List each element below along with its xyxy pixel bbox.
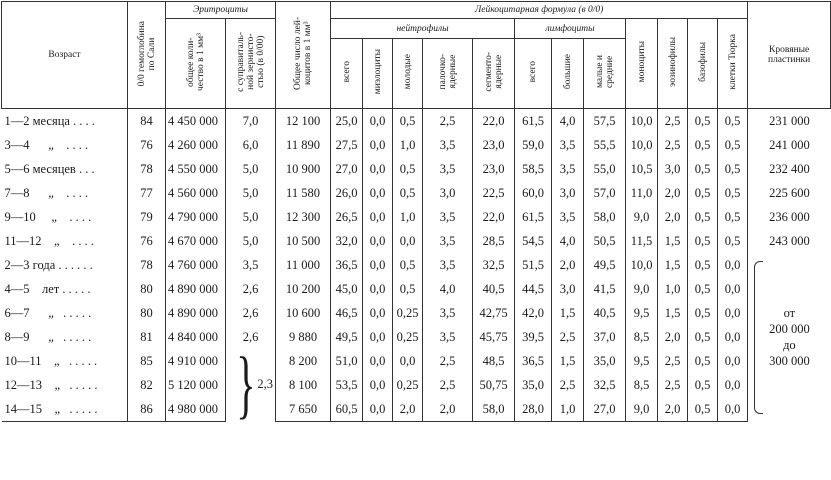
cell-lg: 3,5 bbox=[552, 133, 584, 157]
cell-lg: 4,0 bbox=[552, 109, 584, 134]
cell-my: 0,0 bbox=[363, 277, 393, 301]
cell-eo: 2,5 bbox=[658, 133, 688, 157]
hematology-table bbox=[1, 1, 831, 422]
cell-yo: 2,0 bbox=[393, 397, 423, 422]
cell-my: 0,0 bbox=[363, 181, 393, 205]
cell-platelets: 243 000 bbox=[769, 233, 810, 248]
cell-nt: 51,0 bbox=[331, 349, 363, 373]
cell-age: 8—9 „ . . . . . bbox=[2, 325, 128, 349]
header-turk-cells: клетки Тюрка bbox=[718, 19, 748, 109]
cell-my: 0,0 bbox=[363, 205, 393, 229]
header-n-band: палочко- ядерные bbox=[423, 39, 473, 109]
cell-gran: 3,5 bbox=[226, 253, 276, 277]
cell-bs: 0,5 bbox=[688, 397, 718, 422]
cell-ba: 3,5 bbox=[423, 325, 473, 349]
grouped-granular-value: 2,3 bbox=[257, 377, 274, 392]
cell-mo: 11,5 bbox=[626, 229, 658, 253]
header-lymphocytes: лимфоциты bbox=[515, 19, 626, 39]
cell-age: 10—11 „ . . . . . bbox=[2, 349, 128, 373]
cell-ery: 4 760 000 bbox=[166, 253, 226, 277]
header-hemoglobin: 0/0 гемоглобина по Сали bbox=[128, 2, 166, 109]
header-n-young: молодые bbox=[393, 39, 423, 109]
cell-yo: 0,5 bbox=[393, 253, 423, 277]
cell-se: 50,75 bbox=[473, 373, 515, 397]
cell-nt: 36,5 bbox=[331, 253, 363, 277]
header-l-small: малые и средние bbox=[584, 39, 626, 109]
cell-eo: 2,5 bbox=[658, 109, 688, 134]
header-l-total: всего bbox=[515, 39, 552, 109]
cell-nt: 53,5 bbox=[331, 373, 363, 397]
cell-my: 0,0 bbox=[363, 229, 393, 253]
cell-leuko: 7 650 bbox=[276, 397, 331, 422]
cell-bs: 0,5 bbox=[688, 205, 718, 229]
cell-tu: 0,0 bbox=[718, 277, 748, 301]
cell-lt: 42,0 bbox=[515, 301, 552, 325]
cell-ery: 4 910 000 bbox=[166, 349, 226, 373]
cell-ls: 27,0 bbox=[584, 397, 626, 422]
cell-leuko: 11 890 bbox=[276, 133, 331, 157]
cell-se: 42,75 bbox=[473, 301, 515, 325]
platelets-range-low: 200 000 bbox=[769, 322, 810, 337]
cell-ery: 4 450 000 bbox=[166, 109, 226, 134]
cell-ery: 4 980 000 bbox=[166, 397, 226, 422]
cell-bs: 0,5 bbox=[688, 373, 718, 397]
cell-age: 1—2 месяца . . . . bbox=[2, 109, 128, 134]
cell-lt: 35,0 bbox=[515, 373, 552, 397]
cell-nt: 25,0 bbox=[331, 109, 363, 134]
cell-ery: 4 890 000 bbox=[166, 301, 226, 325]
cell-my: 0,0 bbox=[363, 133, 393, 157]
cell-leuko: 12 300 bbox=[276, 205, 331, 229]
table-row bbox=[2, 133, 831, 157]
cell-lt: 61,5 bbox=[515, 109, 552, 134]
cell-tu: 0,0 bbox=[718, 397, 748, 422]
cell-age: 14—15 „ . . . . . bbox=[2, 397, 128, 422]
cell-se: 23,0 bbox=[473, 133, 515, 157]
cell-lg: 3,0 bbox=[552, 181, 584, 205]
cell-ba: 3,5 bbox=[423, 229, 473, 253]
cell-my: 0,0 bbox=[363, 325, 393, 349]
cell-lg: 1,5 bbox=[552, 301, 584, 325]
cell-yo: 0,25 bbox=[393, 373, 423, 397]
cell-yo: 0,0 bbox=[393, 349, 423, 373]
cell-lg: 2,5 bbox=[552, 325, 584, 349]
cell-yo: 1,0 bbox=[393, 205, 423, 229]
cell-leuko: 8 100 bbox=[276, 373, 331, 397]
header-eosinophils: эозинофилы bbox=[658, 19, 688, 109]
cell-age: 6—7 „ . . . . . bbox=[2, 301, 128, 325]
table-row bbox=[2, 253, 831, 277]
cell-ls: 50,5 bbox=[584, 229, 626, 253]
cell-se: 45,75 bbox=[473, 325, 515, 349]
cell-age: 3—4 „ . . . . bbox=[2, 133, 128, 157]
header-monocytes: моноциты bbox=[626, 19, 658, 109]
cell-gran: 2,6 bbox=[226, 277, 276, 301]
header-ery-total: общее коли- чество в 1 мм³ bbox=[166, 19, 226, 109]
header-leukocytes-total: Общее число лей- коцитов в 1 мм³ bbox=[276, 2, 331, 109]
cell-mo: 9,0 bbox=[626, 397, 658, 422]
cell-hb: 81 bbox=[128, 325, 166, 349]
cell-ba: 2,0 bbox=[423, 397, 473, 422]
cell-mo: 10,0 bbox=[626, 253, 658, 277]
cell-ba: 4,0 bbox=[423, 277, 473, 301]
cell-lt: 39,5 bbox=[515, 325, 552, 349]
cell-hb: 78 bbox=[128, 157, 166, 181]
cell-se: 22,0 bbox=[473, 109, 515, 134]
cell-platelets: 236 000 bbox=[769, 209, 810, 224]
cell-nt: 32,0 bbox=[331, 229, 363, 253]
cell-ba: 2,5 bbox=[423, 373, 473, 397]
header-basophils: базофилы bbox=[688, 19, 718, 109]
cell-lt: 28,0 bbox=[515, 397, 552, 422]
cell-tu: 0,0 bbox=[718, 301, 748, 325]
cell-eo: 2,0 bbox=[658, 181, 688, 205]
cell-bs: 0,5 bbox=[688, 325, 718, 349]
header-n-total: всего bbox=[331, 39, 363, 109]
cell-platelets: 232 400 bbox=[769, 161, 810, 176]
cell-eo: 2,5 bbox=[658, 349, 688, 373]
header-platelets: Кровяные пластинки bbox=[748, 2, 831, 109]
cell-yo: 1,0 bbox=[393, 133, 423, 157]
cell-se: 22,5 bbox=[473, 181, 515, 205]
cell-nt: 60,5 bbox=[331, 397, 363, 422]
cell-leuko: 11 580 bbox=[276, 181, 331, 205]
cell-tu: 0,0 bbox=[718, 349, 748, 373]
cell-se: 28,5 bbox=[473, 229, 515, 253]
header-n-myelocytes: миэлоциты bbox=[363, 39, 393, 109]
platelets-range-high: 300 000 bbox=[769, 354, 810, 369]
cell-ery: 4 840 000 bbox=[166, 325, 226, 349]
cell-mo: 10,5 bbox=[626, 157, 658, 181]
cell-nt: 46,5 bbox=[331, 301, 363, 325]
cell-ba: 2,5 bbox=[423, 109, 473, 134]
cell-gran: 5,0 bbox=[226, 157, 276, 181]
cell-tu: 0,5 bbox=[718, 133, 748, 157]
cell-gran: 2,6 bbox=[226, 325, 276, 349]
cell-ls: 35,0 bbox=[584, 349, 626, 373]
cell-leuko: 9 880 bbox=[276, 325, 331, 349]
cell-gran: 5,0 bbox=[226, 181, 276, 205]
cell-lg: 1,5 bbox=[552, 349, 584, 373]
brace-icon: } bbox=[236, 349, 256, 422]
cell-my: 0,0 bbox=[363, 109, 393, 134]
cell-eo: 2,0 bbox=[658, 325, 688, 349]
cell-tu: 0,0 bbox=[718, 325, 748, 349]
cell-platelets-range bbox=[748, 253, 831, 422]
cell-mo: 10,0 bbox=[626, 109, 658, 134]
cell-nt: 45,0 bbox=[331, 277, 363, 301]
cell-ery: 4 550 000 bbox=[166, 157, 226, 181]
cell-gran: 2,6 bbox=[226, 301, 276, 325]
cell-ls: 49,5 bbox=[584, 253, 626, 277]
cell-hb: 76 bbox=[128, 133, 166, 157]
cell-mo: 9,5 bbox=[626, 301, 658, 325]
table-row bbox=[2, 109, 831, 134]
cell-ery: 5 120 000 bbox=[166, 373, 226, 397]
cell-lt: 54,5 bbox=[515, 229, 552, 253]
cell-ba: 3,5 bbox=[423, 133, 473, 157]
cell-tu: 0,5 bbox=[718, 229, 748, 253]
cell-eo: 3,0 bbox=[658, 157, 688, 181]
cell-hb: 79 bbox=[128, 205, 166, 229]
cell-hb: 86 bbox=[128, 397, 166, 422]
cell-lt: 60,0 bbox=[515, 181, 552, 205]
cell-yo: 0,5 bbox=[393, 277, 423, 301]
cell-platelets: 225 600 bbox=[769, 185, 810, 200]
cell-mo: 9,0 bbox=[626, 205, 658, 229]
cell-mo: 9,5 bbox=[626, 349, 658, 373]
cell-gran: 6,0 bbox=[226, 133, 276, 157]
cell-lg: 3,5 bbox=[552, 157, 584, 181]
cell-platelets: 241 000 bbox=[769, 137, 810, 152]
cell-age: 5—6 месяцев . . . bbox=[2, 157, 128, 181]
cell-hb: 84 bbox=[128, 109, 166, 134]
cell-ba: 3,0 bbox=[423, 181, 473, 205]
cell-lt: 61,5 bbox=[515, 205, 552, 229]
cell-bs: 0,5 bbox=[688, 301, 718, 325]
cell-hb: 76 bbox=[128, 229, 166, 253]
cell-my: 0,0 bbox=[363, 301, 393, 325]
cell-yo: 0,5 bbox=[393, 157, 423, 181]
cell-se: 48,5 bbox=[473, 349, 515, 373]
table-row bbox=[2, 397, 831, 422]
cell-platelets: 231 000 bbox=[769, 113, 810, 128]
cell-hb: 80 bbox=[128, 277, 166, 301]
header-n-segmented: сегменто- ядерные bbox=[473, 39, 515, 109]
cell-bs: 0,5 bbox=[688, 253, 718, 277]
cell-lt: 51,5 bbox=[515, 253, 552, 277]
cell-ery: 4 790 000 bbox=[166, 205, 226, 229]
cell-se: 40,5 bbox=[473, 277, 515, 301]
cell-gran: 5,0 bbox=[226, 229, 276, 253]
cell-yo: 0,5 bbox=[393, 109, 423, 134]
cell-se: 23,0 bbox=[473, 157, 515, 181]
cell-ba: 3,5 bbox=[423, 205, 473, 229]
cell-leuko: 12 100 bbox=[276, 109, 331, 134]
cell-lg: 3,5 bbox=[552, 205, 584, 229]
platelets-range-from: от bbox=[783, 306, 796, 321]
cell-leuko: 11 000 bbox=[276, 253, 331, 277]
table-body bbox=[2, 109, 831, 422]
cell-ls: 37,0 bbox=[584, 325, 626, 349]
cell-ery: 4 560 000 bbox=[166, 181, 226, 205]
cell-age: 12—13 „ . . . . . bbox=[2, 373, 128, 397]
table-row bbox=[2, 205, 831, 229]
cell-lg: 2,0 bbox=[552, 253, 584, 277]
cell-leuko: 10 600 bbox=[276, 301, 331, 325]
cell-mo: 11,0 bbox=[626, 181, 658, 205]
cell-tu: 0,0 bbox=[718, 253, 748, 277]
cell-ls: 57,5 bbox=[584, 109, 626, 134]
cell-my: 0,0 bbox=[363, 253, 393, 277]
cell-hb: 78 bbox=[128, 253, 166, 277]
brace-icon bbox=[754, 261, 763, 414]
cell-eo: 1,5 bbox=[658, 229, 688, 253]
header-neutrophils: нейтрофилы bbox=[331, 19, 515, 39]
cell-hb: 80 bbox=[128, 301, 166, 325]
cell-my: 0,0 bbox=[363, 157, 393, 181]
table-row bbox=[2, 181, 831, 205]
cell-leuko: 10 200 bbox=[276, 277, 331, 301]
header-l-large: большие bbox=[552, 39, 584, 109]
cell-tu: 0,5 bbox=[718, 109, 748, 134]
cell-ls: 55,0 bbox=[584, 157, 626, 181]
cell-my: 0,0 bbox=[363, 349, 393, 373]
cell-ery: 4 260 000 bbox=[166, 133, 226, 157]
cell-yo: 0,5 bbox=[393, 181, 423, 205]
cell-mo: 8,5 bbox=[626, 373, 658, 397]
cell-bs: 0,5 bbox=[688, 349, 718, 373]
cell-ba: 3,5 bbox=[423, 253, 473, 277]
cell-lt: 59,0 bbox=[515, 133, 552, 157]
cell-age: 2—3 года . . . . . . bbox=[2, 253, 128, 277]
cell-gran: 7,0 bbox=[226, 109, 276, 134]
cell-mo: 9,0 bbox=[626, 277, 658, 301]
cell-se: 32,5 bbox=[473, 253, 515, 277]
cell-leuko: 10 500 bbox=[276, 229, 331, 253]
cell-ba: 2,5 bbox=[423, 349, 473, 373]
cell-yo: 0,25 bbox=[393, 325, 423, 349]
cell-yo: 0,25 bbox=[393, 301, 423, 325]
cell-age: 7—8 „ . . . . bbox=[2, 181, 128, 205]
cell-lt: 58,5 bbox=[515, 157, 552, 181]
cell-lg: 3,0 bbox=[552, 277, 584, 301]
cell-bs: 0,5 bbox=[688, 181, 718, 205]
table-row bbox=[2, 325, 831, 349]
table-row bbox=[2, 301, 831, 325]
table-row bbox=[2, 349, 831, 373]
cell-hb: 85 bbox=[128, 349, 166, 373]
cell-tu: 0,0 bbox=[718, 373, 748, 397]
cell-ls: 57,0 bbox=[584, 181, 626, 205]
cell-eo: 2,0 bbox=[658, 205, 688, 229]
table-row bbox=[2, 373, 831, 397]
cell-lt: 36,5 bbox=[515, 349, 552, 373]
cell-ls: 58,0 bbox=[584, 205, 626, 229]
cell-yo: 0,0 bbox=[393, 229, 423, 253]
cell-ery: 4 890 000 bbox=[166, 277, 226, 301]
cell-eo: 1,0 bbox=[658, 277, 688, 301]
cell-nt: 26,0 bbox=[331, 181, 363, 205]
platelets-range-to: до bbox=[783, 338, 796, 353]
cell-gran-grouped bbox=[226, 349, 276, 422]
cell-leuko: 10 900 bbox=[276, 157, 331, 181]
cell-ls: 41,5 bbox=[584, 277, 626, 301]
cell-lg: 1,0 bbox=[552, 397, 584, 422]
header-ery-granular: с суправиталь- ной зернисто- стью (в 0/00) bbox=[226, 19, 276, 109]
table-row bbox=[2, 157, 831, 181]
cell-mo: 10,0 bbox=[626, 133, 658, 157]
cell-my: 0,0 bbox=[363, 397, 393, 422]
cell-mo: 8,5 bbox=[626, 325, 658, 349]
header-age: Возраст bbox=[2, 2, 128, 109]
cell-se: 58,0 bbox=[473, 397, 515, 422]
cell-ery: 4 670 000 bbox=[166, 229, 226, 253]
cell-nt: 26,5 bbox=[331, 205, 363, 229]
cell-hb: 82 bbox=[128, 373, 166, 397]
cell-tu: 0,5 bbox=[718, 205, 748, 229]
header-erythrocytes: Эритроциты bbox=[166, 2, 276, 19]
cell-ls: 32,5 bbox=[584, 373, 626, 397]
cell-ls: 55,5 bbox=[584, 133, 626, 157]
cell-bs: 0,5 bbox=[688, 133, 718, 157]
cell-eo: 1,5 bbox=[658, 253, 688, 277]
table-row bbox=[2, 277, 831, 301]
cell-age: 4—5 лет . . . . . bbox=[2, 277, 128, 301]
cell-tu: 0,5 bbox=[718, 157, 748, 181]
header-leuko-formula: Лейкоцитарная формула (в 0/0) bbox=[331, 2, 748, 19]
cell-nt: 49,5 bbox=[331, 325, 363, 349]
cell-eo: 1,5 bbox=[658, 301, 688, 325]
cell-ba: 3,5 bbox=[423, 157, 473, 181]
cell-lt: 44,5 bbox=[515, 277, 552, 301]
table-row bbox=[2, 229, 831, 253]
cell-hb: 77 bbox=[128, 181, 166, 205]
cell-nt: 27,0 bbox=[331, 157, 363, 181]
cell-eo: 2,5 bbox=[658, 373, 688, 397]
cell-gran: 5,0 bbox=[226, 205, 276, 229]
cell-tu: 0,5 bbox=[718, 181, 748, 205]
cell-my: 0,0 bbox=[363, 373, 393, 397]
cell-nt: 27,5 bbox=[331, 133, 363, 157]
cell-bs: 0,5 bbox=[688, 229, 718, 253]
cell-bs: 0,5 bbox=[688, 277, 718, 301]
cell-leuko: 8 200 bbox=[276, 349, 331, 373]
cell-ls: 40,5 bbox=[584, 301, 626, 325]
cell-bs: 0,5 bbox=[688, 157, 718, 181]
cell-ba: 3,5 bbox=[423, 301, 473, 325]
cell-lg: 2,5 bbox=[552, 373, 584, 397]
cell-lg: 4,0 bbox=[552, 229, 584, 253]
cell-eo: 2,0 bbox=[658, 397, 688, 422]
cell-bs: 0,5 bbox=[688, 109, 718, 134]
cell-se: 22,0 bbox=[473, 205, 515, 229]
cell-age: 9—10 „ . . . . bbox=[2, 205, 128, 229]
cell-age: 11—12 „ . . . . bbox=[2, 229, 128, 253]
